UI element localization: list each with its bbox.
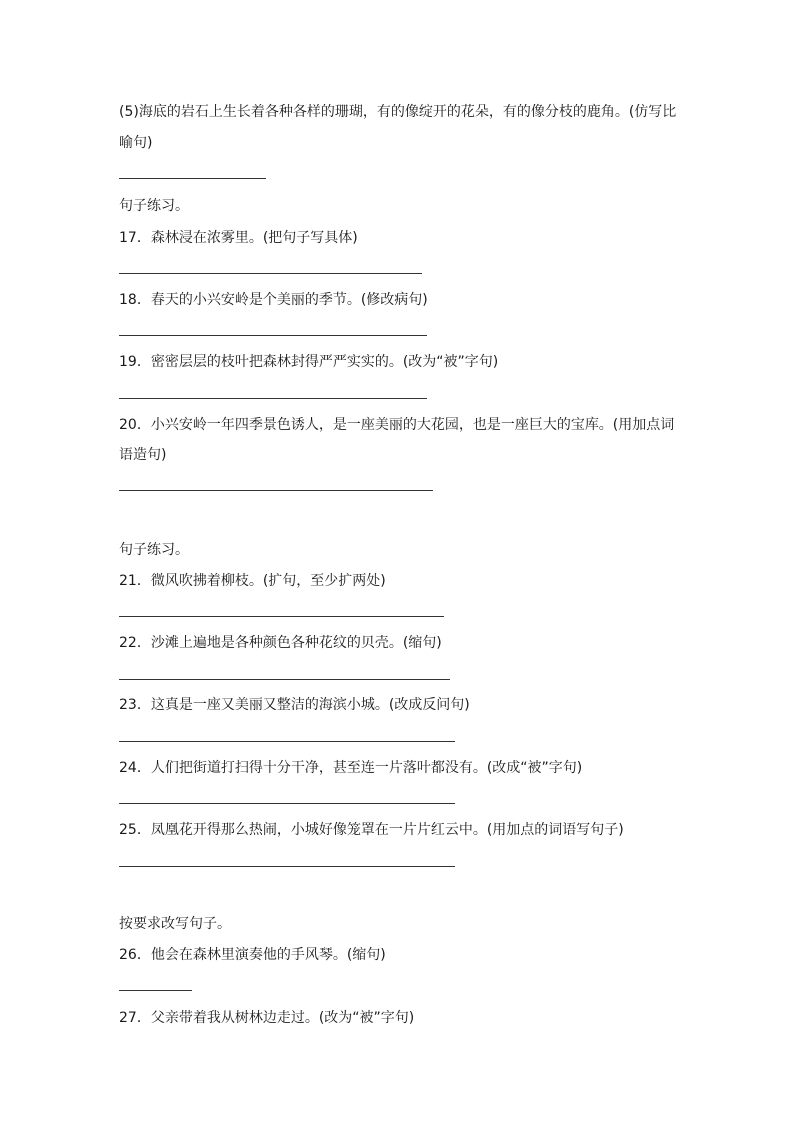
answer-line-18 xyxy=(119,335,427,336)
answer-line-21 xyxy=(119,616,444,617)
question-20-line-2: 语造句) xyxy=(119,447,167,463)
question-18: 18．春天的小兴安岭是个美丽的季节。(修改病句) xyxy=(119,292,428,308)
question-26: 26．他会在森林里演奏他的手风琴。(缩句) xyxy=(119,947,386,963)
answer-line-19 xyxy=(119,398,427,399)
question-17: 17．森林浸在浓雾里。(把句子写具体) xyxy=(119,230,358,246)
question-22: 22．沙滩上遍地是各种颜色各种花纹的贝壳。(缩句) xyxy=(119,635,442,651)
question-5-line-1: (5)海底的岩石上生长着各种各样的珊瑚，有的像绽开的花朵，有的像分枝的鹿角。(仿写比 xyxy=(119,104,677,120)
question-5-line-2: 喻句) xyxy=(119,135,153,151)
answer-line-25 xyxy=(119,866,455,867)
answer-line-26 xyxy=(119,990,192,991)
question-20-line-1: 20．小兴安岭一年四季景色诱人，是一座美丽的大花园，也是一座巨大的宝库。(用加点词 xyxy=(119,417,675,433)
question-27: 27．父亲带着我从树林边走过。(改为“被”字句) xyxy=(119,1010,415,1026)
answer-line-22 xyxy=(119,679,450,680)
section-title-1: 句子练习。 xyxy=(119,198,189,214)
section-title-2: 句子练习。 xyxy=(119,542,189,558)
question-25: 25．凤凰花开得那么热闹，小城好像笼罩在一片片红云中。(用加点的词语写句子) xyxy=(119,822,624,838)
answer-line-24 xyxy=(119,803,455,804)
answer-line-20 xyxy=(119,490,433,491)
question-19: 19．密密层层的枝叶把森林封得严严实实的。(改为“被”字句) xyxy=(119,354,499,370)
answer-line-23 xyxy=(119,741,455,742)
question-23: 23．这真是一座又美丽又整洁的海滨小城。(改成反问句) xyxy=(119,697,470,713)
question-24: 24．人们把街道打扫得十分干净，甚至连一片落叶都没有。(改成“被”字句) xyxy=(119,760,583,776)
question-21: 21．微风吹拂着柳枝。(扩句，至少扩两处) xyxy=(119,573,386,589)
answer-line-5 xyxy=(119,178,266,179)
answer-line-17 xyxy=(119,273,422,274)
section-title-3: 按要求改写句子。 xyxy=(119,916,231,932)
